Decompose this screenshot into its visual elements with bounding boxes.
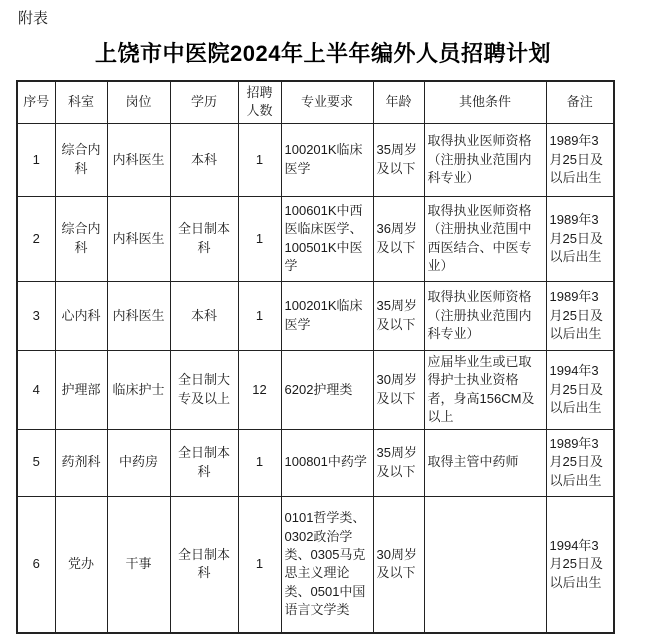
cell-serial-number: 2 xyxy=(17,196,55,281)
cell-remarks: 1989年3月25日及以后出生 xyxy=(546,429,614,496)
cell-department: 综合内科 xyxy=(55,196,107,281)
cell-remarks: 1989年3月25日及以后出生 xyxy=(546,123,614,196)
cell-position: 内科医生 xyxy=(107,196,170,281)
header-education: 学历 xyxy=(170,81,238,123)
cell-education: 本科 xyxy=(170,281,238,350)
cell-serial-number: 1 xyxy=(17,123,55,196)
header-row xyxy=(17,81,614,123)
attachment-note: 附表 xyxy=(18,10,49,27)
cell-age: 35周岁及以下 xyxy=(373,123,424,196)
header-department: 科室 xyxy=(55,81,107,123)
cell-major-requirement: 100201K临床医学 xyxy=(281,281,373,350)
cell-headcount: 12 xyxy=(238,350,281,429)
cell-education: 本科 xyxy=(170,123,238,196)
cell-headcount: 1 xyxy=(238,196,281,281)
cell-department: 护理部 xyxy=(55,350,107,429)
cell-position: 内科医生 xyxy=(107,123,170,196)
cell-major-requirement: 6202护理类 xyxy=(281,350,373,429)
cell-position: 干事 xyxy=(107,496,170,633)
cell-age: 36周岁及以下 xyxy=(373,196,424,281)
cell-headcount: 1 xyxy=(238,123,281,196)
cell-age: 35周岁及以下 xyxy=(373,429,424,496)
cell-other-requirements: 取得执业医师资格（注册执业范围中西医结合、中医专业） xyxy=(424,196,546,281)
page-title: 上饶市中医院2024年上半年编外人员招聘计划 xyxy=(95,41,551,66)
table-row xyxy=(17,350,614,429)
cell-major-requirement: 100201K临床医学 xyxy=(281,123,373,196)
cell-headcount: 1 xyxy=(238,281,281,350)
cell-department: 综合内科 xyxy=(55,123,107,196)
cell-age: 35周岁及以下 xyxy=(373,281,424,350)
cell-department: 药剂科 xyxy=(55,429,107,496)
table-row xyxy=(17,196,614,281)
cell-other-requirements xyxy=(424,496,546,633)
header-other-requirements: 其他条件 xyxy=(424,81,546,123)
cell-remarks: 1989年3月25日及以后出生 xyxy=(546,281,614,350)
cell-remarks: 1994年3月25日及以后出生 xyxy=(546,496,614,633)
cell-age: 30周岁及以下 xyxy=(373,496,424,633)
cell-education: 全日制本科 xyxy=(170,196,238,281)
cell-department: 党办 xyxy=(55,496,107,633)
cell-serial-number: 3 xyxy=(17,281,55,350)
cell-other-requirements: 取得执业医师资格（注册执业范围内科专业） xyxy=(424,123,546,196)
cell-serial-number: 6 xyxy=(17,496,55,633)
cell-age: 30周岁及以下 xyxy=(373,350,424,429)
cell-position: 内科医生 xyxy=(107,281,170,350)
cell-headcount: 1 xyxy=(238,496,281,633)
header-position: 岗位 xyxy=(107,81,170,123)
cell-education: 全日制大专及以上 xyxy=(170,350,238,429)
cell-position: 临床护士 xyxy=(107,350,170,429)
table-row xyxy=(17,281,614,350)
header-age: 年龄 xyxy=(373,81,424,123)
cell-serial-number: 4 xyxy=(17,350,55,429)
table-row xyxy=(17,429,614,496)
header-serial-number: 序号 xyxy=(17,81,55,123)
cell-major-requirement: 0101哲学类、0302政治学类、0305马克思主义理论类、0501中国语言文学类 xyxy=(281,496,373,633)
cell-other-requirements: 应届毕业生或已取得护士执业资格者，身高156CM及以上 xyxy=(424,350,546,429)
cell-major-requirement: 100801中药学 xyxy=(281,429,373,496)
cell-other-requirements: 取得执业医师资格（注册执业范围内科专业） xyxy=(424,281,546,350)
cell-headcount: 1 xyxy=(238,429,281,496)
cell-other-requirements: 取得主管中药师 xyxy=(424,429,546,496)
cell-education: 全日制本科 xyxy=(170,496,238,633)
header-headcount: 招聘人数 xyxy=(238,81,281,123)
cell-position: 中药房 xyxy=(107,429,170,496)
cell-remarks: 1989年3月25日及以后出生 xyxy=(546,196,614,281)
header-major-requirement: 专业要求 xyxy=(281,81,373,123)
cell-education: 全日制本科 xyxy=(170,429,238,496)
cell-major-requirement: 100601K中西医临床医学、100501K中医学 xyxy=(281,196,373,281)
cell-serial-number: 5 xyxy=(17,429,55,496)
cell-remarks: 1994年3月25日及以后出生 xyxy=(546,350,614,429)
header-remarks: 备注 xyxy=(546,81,614,123)
table-row xyxy=(17,496,614,633)
recruitment-plan-table xyxy=(16,80,615,634)
table-row xyxy=(17,123,614,196)
cell-department: 心内科 xyxy=(55,281,107,350)
